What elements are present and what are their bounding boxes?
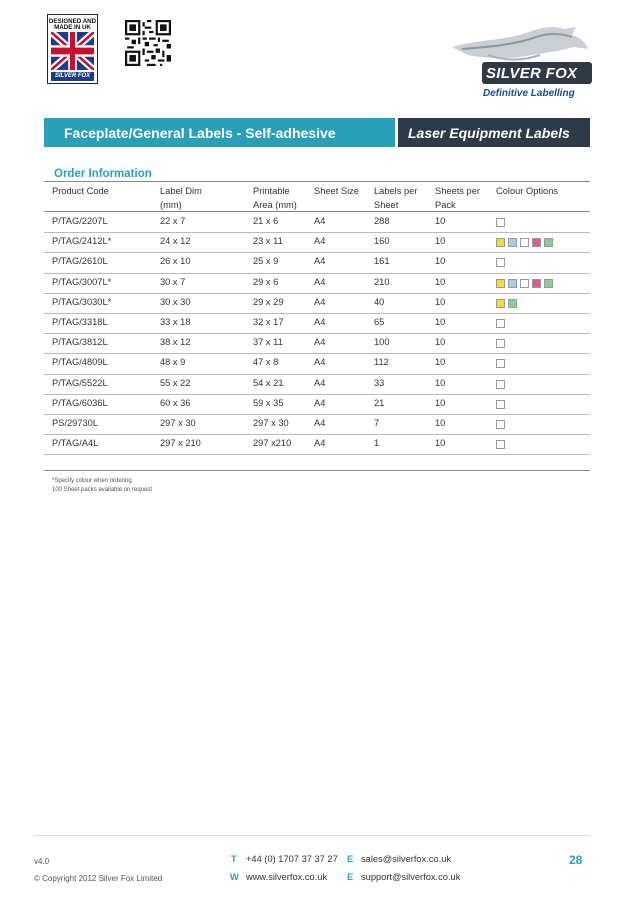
table-cell-size: A4 (314, 337, 326, 348)
table-cell-dim: 30 x 7 (160, 276, 186, 287)
table-cell-code: P/TAG/3030L* (52, 296, 112, 307)
table-cell-labels: 160 (374, 236, 390, 247)
row-divider (44, 353, 590, 354)
row-divider (44, 273, 590, 274)
colour-swatch (508, 279, 517, 288)
colour-swatch (520, 238, 529, 247)
row-divider (44, 394, 590, 395)
table-cell-code: P/TAG/2207L (52, 216, 108, 226)
table-cell-sheets: 10 (435, 276, 446, 287)
colour-swatch (520, 279, 529, 288)
table-cell-code: P/TAG/2610L (52, 256, 108, 267)
support-email-label: E (347, 872, 354, 882)
table-cell-dim: 55 x 22 (160, 377, 191, 388)
table-cell-sheets: 10 (435, 377, 446, 388)
version: v4.0 (34, 857, 50, 866)
column-header: Printable (253, 186, 290, 196)
column-header: Sheets per (435, 186, 480, 196)
category-banner (44, 118, 395, 147)
table-cell-size: A4 (314, 276, 326, 287)
table-bottom-border (44, 470, 590, 471)
note-sheet-packs: 100 Sheet packs available on request (52, 487, 153, 493)
notes (52, 477, 152, 495)
row-divider (44, 333, 590, 334)
colour-swatch (508, 299, 517, 308)
row-divider (44, 232, 590, 233)
product-line-title: Laser Equipment Labels (408, 125, 570, 141)
table-cell-labels: 288 (374, 216, 390, 226)
table-cell-size: A4 (314, 357, 326, 368)
badge-brand: SILVER FOX (51, 72, 94, 81)
product-line-banner (398, 118, 590, 147)
row-divider (44, 434, 590, 435)
note-specify-colour: *Specify colour when ordering (52, 478, 132, 484)
table-cell-sheets: 10 (435, 216, 446, 226)
table-cell-labels: 33 (374, 377, 385, 388)
column-header: (mm) (160, 200, 182, 210)
table-top-border (44, 181, 590, 182)
table-cell-area: 47 x 8 (253, 357, 279, 368)
row-divider (44, 293, 590, 294)
page-number: 28 (569, 853, 583, 867)
column-header: Area (mm) (253, 200, 297, 210)
table-cell-area: 59 x 35 (253, 397, 284, 408)
logo-name: SILVER FOX (486, 65, 578, 82)
table-cell-labels: 161 (374, 256, 390, 267)
table-cell-area: 23 x 11 (253, 236, 283, 247)
table-cell-area: 29 x 29 (253, 296, 284, 307)
logo-tagline: Definitive Labelling (483, 88, 575, 99)
table-cell-labels: 1 (374, 438, 380, 449)
colour-swatch (496, 238, 505, 247)
order-information-title: Order Information (54, 168, 152, 180)
table-cell-code: P/TAG/4809L (52, 357, 108, 368)
badge-line-2: MADE IN UK (54, 24, 91, 31)
table-cell-dim: 30 x 30 (160, 296, 191, 307)
table-cell-labels: 112 (374, 357, 389, 368)
column-header: Product Code (52, 186, 109, 196)
column-header: Pack (435, 200, 456, 210)
table-cell-dim: 26 x 10 (160, 256, 191, 267)
table-cell-size: A4 (314, 377, 326, 388)
table-cell-code: P/TAG/2412L* (52, 236, 112, 247)
row-divider (44, 374, 590, 375)
copyright: © Copyright 2012 Silver Fox Limited (34, 874, 163, 883)
table-cell-sheets: 10 (435, 337, 446, 348)
colour-swatch (496, 440, 505, 449)
union-jack-icon (51, 32, 94, 70)
row-divider (44, 252, 590, 253)
colour-swatch (496, 279, 505, 288)
table-cell-code: P/TAG/3007L* (52, 276, 112, 287)
colour-swatch (496, 420, 505, 429)
table-cell-area: 29 x 6 (253, 276, 279, 287)
table-cell-labels: 210 (374, 276, 390, 287)
colour-swatch (496, 380, 505, 389)
badge-line-1: DESIGNED AND (48, 18, 97, 25)
table-cell-sheets: 10 (435, 236, 446, 247)
made-in-uk-badge (47, 14, 98, 84)
table-cell-dim: 38 x 12 (160, 337, 191, 348)
colour-swatch (532, 238, 541, 247)
telephone[interactable]: +44 (0) 1707 37 37 27 (246, 854, 338, 864)
table-cell-size: A4 (314, 317, 326, 327)
table-cell-area: 297 x210 (253, 438, 292, 449)
table-cell-code: P/TAG/5522L (52, 377, 108, 388)
table-cell-sheets: 10 (435, 397, 446, 408)
telephone-label: T (231, 854, 237, 864)
table-cell-labels: 7 (374, 418, 380, 428)
qr-code-icon (125, 20, 171, 66)
column-header: Labels per (374, 186, 418, 196)
sales-email-label: E (347, 854, 354, 864)
table-cell-size: A4 (314, 418, 326, 428)
table-cell-dim: 297 x 30 (160, 418, 196, 428)
category-title: Faceplate/General Labels - Self-adhesive (64, 125, 336, 141)
table-cell-code: P/TAG/A4L (52, 438, 99, 449)
table-cell-labels: 40 (374, 296, 385, 307)
website-link[interactable]: www.silverfox.co.uk (246, 872, 328, 882)
table-cell-size: A4 (314, 216, 326, 226)
column-header: Label Dim (160, 186, 202, 196)
column-header: Colour Options (496, 186, 559, 196)
table-cell-area: 21 x 6 (253, 216, 279, 226)
table-cell-area: 54 x 21 (253, 377, 284, 388)
table-cell-code: P/TAG/6036L (52, 397, 108, 408)
colour-swatch (496, 359, 505, 368)
table-cell-labels: 100 (374, 337, 390, 348)
table-cell-size: A4 (314, 296, 326, 307)
column-header: Sheet (374, 200, 399, 210)
table-cell-size: A4 (314, 236, 326, 247)
table-cell-sheets: 10 (435, 418, 446, 428)
row-divider (44, 313, 590, 314)
table-cell-area: 25 x 9 (253, 256, 279, 267)
colour-swatch (496, 339, 505, 348)
table-cell-sheets: 10 (435, 317, 446, 327)
sales-email-link[interactable]: sales@silverfox.co.uk (361, 854, 452, 864)
colour-swatch (496, 218, 505, 227)
table-cell-labels: 21 (374, 397, 385, 408)
colour-swatch (544, 279, 553, 288)
table-cell-code: P/TAG/3812L (52, 337, 108, 348)
table-cell-code: PS/29730L (52, 418, 99, 428)
colour-swatch (508, 238, 517, 247)
colour-swatch (496, 299, 505, 308)
table-cell-area: 297 x 30 (253, 418, 289, 428)
support-email-link[interactable]: support@silverfox.co.uk (361, 872, 461, 882)
table-cell-area: 37 x 11 (253, 337, 283, 348)
colour-swatch (496, 258, 505, 267)
table-cell-area: 32 x 17 (253, 317, 284, 327)
table-cell-size: A4 (314, 397, 326, 408)
table-cell-dim: 22 x 7 (160, 216, 186, 226)
table-cell-code: P/TAG/3318L (52, 317, 108, 327)
table-cell-labels: 65 (374, 317, 385, 327)
table-cell-size: A4 (314, 256, 326, 267)
table-cell-sheets: 10 (435, 438, 446, 449)
row-divider (44, 454, 590, 455)
table-cell-dim: 33 x 18 (160, 317, 191, 327)
web-label: W (230, 872, 239, 882)
header-divider (44, 211, 590, 212)
table-cell-sheets: 10 (435, 296, 446, 307)
table-cell-dim: 297 x 210 (160, 438, 201, 449)
colour-swatch (496, 400, 505, 409)
column-header: Sheet Size (314, 186, 359, 196)
colour-swatch (496, 319, 505, 328)
footer-divider (34, 835, 590, 836)
table-cell-dim: 24 x 12 (160, 236, 191, 247)
row-divider (44, 414, 590, 415)
table-cell-dim: 48 x 9 (160, 357, 186, 368)
table-cell-dim: 60 x 36 (160, 397, 191, 408)
table-cell-sheets: 10 (435, 256, 446, 267)
table-cell-sheets: 10 (435, 357, 446, 368)
colour-swatch (544, 238, 553, 247)
colour-swatch (532, 279, 541, 288)
table-cell-size: A4 (314, 438, 326, 449)
